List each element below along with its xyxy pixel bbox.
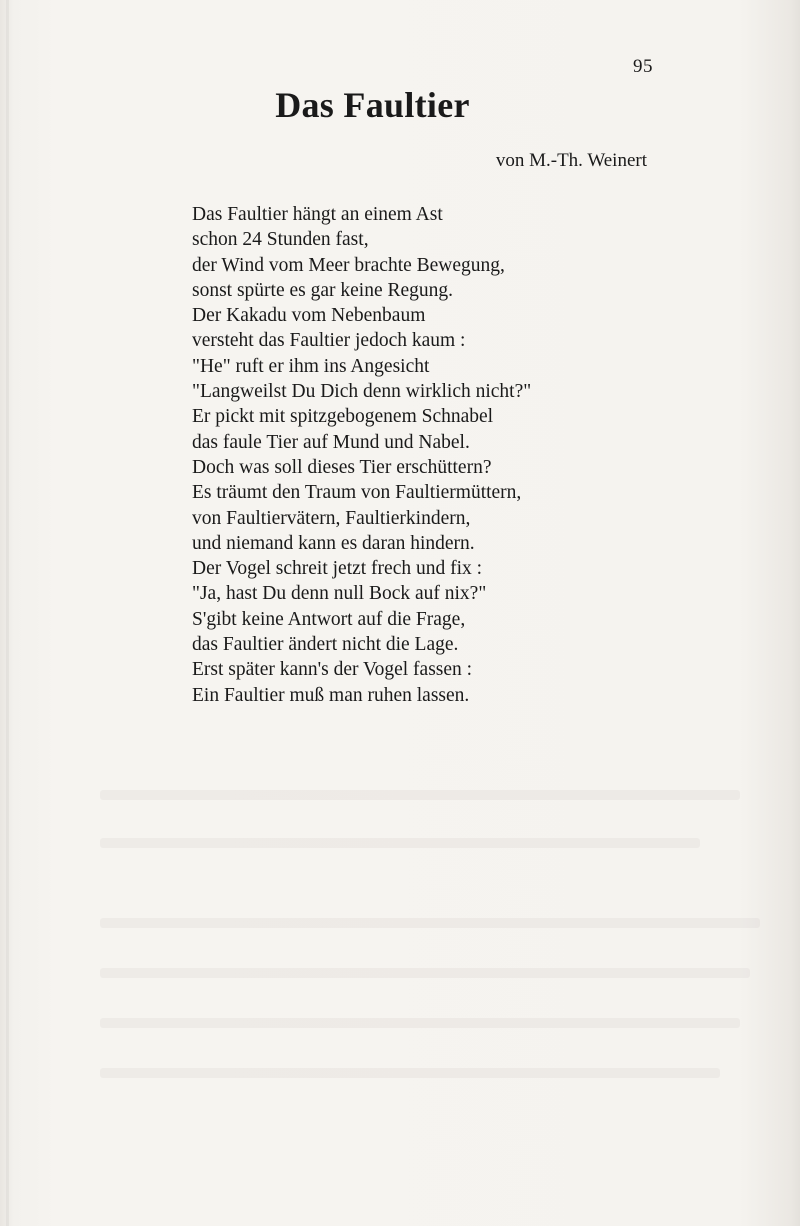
poem-line: schon 24 Stunden fast, bbox=[192, 229, 369, 251]
poem-line: Er pickt mit spitzgebogenem Schnabel bbox=[192, 406, 494, 428]
poem-line: das faule Tier auf Mund und Nabel. bbox=[192, 431, 470, 453]
show-through bbox=[100, 838, 700, 848]
poem bbox=[192, 202, 531, 708]
poem-line: "Ja, hast Du denn null Bock auf nix?" bbox=[192, 583, 487, 605]
poem-line: Der Vogel schreit jetzt frech und fix : bbox=[192, 558, 483, 580]
poem-line: Erst später kann's der Vogel fassen : bbox=[192, 659, 473, 681]
poem-line: Es träumt den Traum von Faultiermüttern, bbox=[192, 482, 522, 504]
poem-line: Ein Faultier muß man ruhen lassen. bbox=[192, 684, 470, 706]
author-byline: von M.-Th. Weinert bbox=[495, 150, 647, 171]
poem-line: Doch was soll dieses Tier erschüttern? bbox=[192, 456, 492, 478]
page-title: Das Faultier bbox=[275, 85, 470, 125]
show-through bbox=[100, 1018, 740, 1028]
poem-line: der Wind vom Meer brachte Bewegung, bbox=[192, 254, 505, 276]
poem-line: S'gibt keine Antwort auf die Frage, bbox=[192, 608, 466, 630]
poem-line: Der Kakadu vom Nebenbaum bbox=[192, 305, 426, 327]
poem-line: "He" ruft er ihm ins Angesicht bbox=[192, 355, 430, 377]
poem-line: "Langweilst Du Dich denn wirklich nicht?" bbox=[192, 381, 532, 403]
show-through bbox=[100, 968, 750, 978]
poem-line: versteht das Faultier jedoch kaum : bbox=[192, 330, 466, 352]
poem-line: und niemand kann es daran hindern. bbox=[192, 532, 475, 554]
poem-line: das Faultier ändert nicht die Lage. bbox=[192, 634, 459, 656]
page-number: 95 bbox=[633, 56, 653, 77]
poem-line: von Faultiervätern, Faultierkindern, bbox=[192, 507, 471, 529]
page-edge-shadow bbox=[6, 0, 9, 1226]
show-through bbox=[100, 790, 740, 800]
show-through bbox=[100, 1068, 720, 1078]
show-through bbox=[100, 918, 760, 928]
poem-line: Das Faultier hängt an einem Ast bbox=[192, 204, 443, 225]
poem-line: sonst spürte es gar keine Regung. bbox=[192, 279, 454, 301]
